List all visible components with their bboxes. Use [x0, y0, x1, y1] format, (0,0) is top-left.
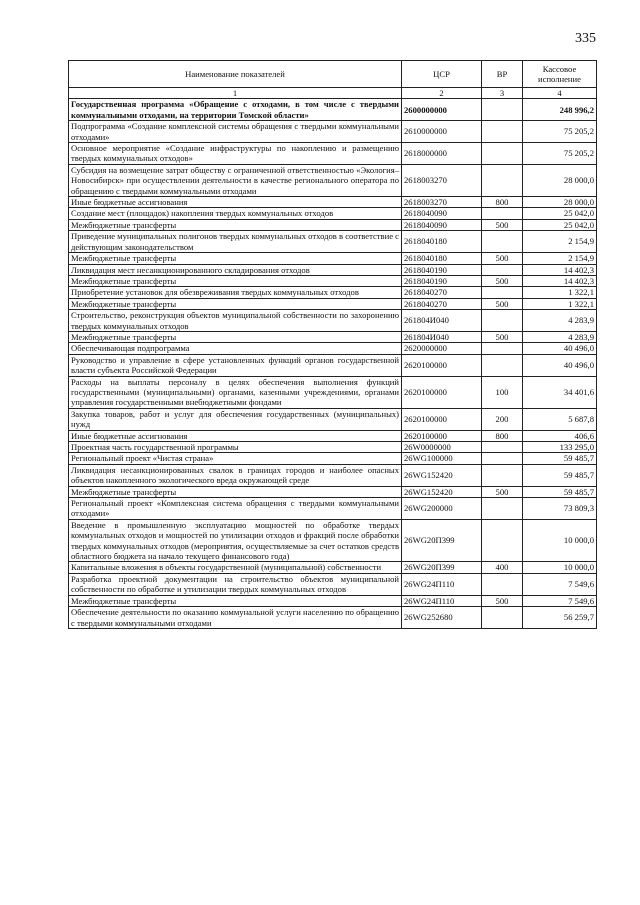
- row-name: Приобретение установок для обезвреживания твердых коммунальных отходов: [69, 287, 402, 298]
- row-csr: 261804И040: [402, 331, 482, 342]
- row-vr: 500: [482, 298, 523, 309]
- row-csr: 2610000000: [402, 121, 482, 143]
- row-csr: 26WG152420: [402, 464, 482, 486]
- row-sum: 40 496,0: [523, 343, 597, 354]
- row-vr: [482, 164, 523, 196]
- row-name: Введение в промышленную эксплуатацию мощностей по обработке твердых коммунальных отходов и мощностей по утилизации отходов и фракций после обработки твердых коммунальных отходов (мероприятия, осуществляемые за счет остатков средств областного бюджета на начало текущего финансового года): [69, 519, 402, 562]
- table-row: [69, 331, 597, 342]
- row-sum: 1 322,1: [523, 298, 597, 309]
- table-row: [69, 164, 597, 196]
- row-vr: [482, 264, 523, 275]
- row-vr: 500: [482, 595, 523, 606]
- table-row: [69, 573, 597, 595]
- table-row: [69, 453, 597, 464]
- header-csr: ЦСР: [402, 61, 482, 88]
- row-vr: [482, 453, 523, 464]
- page-number: 335: [575, 31, 596, 46]
- row-sum: 28 000,0: [523, 164, 597, 196]
- row-vr: [482, 310, 523, 332]
- row-name: Субсидия на возмещение затрат обществу с ограниченной ответственностью «Экология–Новосибирск» при осуществлении деятельности в качестве регионального оператора по обращению с твердыми коммунальными отходами: [69, 164, 402, 196]
- row-name: Ликвидация несанкционированных свалок в границах городов и наиболее опасных объектов накопленного экологического вреда окружающей среде: [69, 464, 402, 486]
- table-row: [69, 253, 597, 264]
- row-sum: 40 496,0: [523, 354, 597, 376]
- row-sum: 7 549,6: [523, 595, 597, 606]
- table-row: [69, 498, 597, 520]
- table-row: [69, 595, 597, 606]
- row-csr: 261804И040: [402, 310, 482, 332]
- row-name: Расходы на выплаты персоналу в целях обеспечения выполнения функций государственными (муниципальными) органами, казенными учреждениями, органами управления государственными внебюджетными фондами: [69, 376, 402, 408]
- table-row: [69, 197, 597, 208]
- table-row: [69, 99, 597, 121]
- row-sum: 75 205,2: [523, 143, 597, 165]
- row-name: Иные бюджетные ассигнования: [69, 197, 402, 208]
- column-number-row: [69, 88, 597, 99]
- row-vr: 500: [482, 253, 523, 264]
- row-name: Региональный проект «Комплексная система обращения с твердыми коммунальными отходами»: [69, 498, 402, 520]
- row-vr: [482, 143, 523, 165]
- row-csr: 26WG252680: [402, 607, 482, 629]
- row-sum: 7 549,6: [523, 573, 597, 595]
- row-sum: 10 000,0: [523, 519, 597, 562]
- row-name: Иные бюджетные ассигнования: [69, 430, 402, 441]
- row-csr: 2618040090: [402, 208, 482, 219]
- row-sum: 2 154,9: [523, 231, 597, 253]
- row-name: Региональный проект «Чистая страна»: [69, 453, 402, 464]
- row-vr: 500: [482, 331, 523, 342]
- row-sum: 10 000,0: [523, 562, 597, 573]
- row-vr: 500: [482, 275, 523, 286]
- row-vr: 500: [482, 219, 523, 230]
- row-csr: 26WG24П110: [402, 573, 482, 595]
- row-sum: 248 996,2: [523, 99, 597, 121]
- row-name: Межбюджетные трансферты: [69, 219, 402, 230]
- row-vr: [482, 231, 523, 253]
- row-csr: 26WG20П399: [402, 519, 482, 562]
- row-name: Руководство и управление в сфере установленных функций органов государственной власти субъекта Российской Федерации: [69, 354, 402, 376]
- row-vr: [482, 573, 523, 595]
- row-name: Межбюджетные трансферты: [69, 486, 402, 497]
- table-row: [69, 121, 597, 143]
- table-row: [69, 442, 597, 453]
- row-csr: 2620100000: [402, 376, 482, 408]
- header-name: Наименование показателей: [69, 61, 402, 88]
- row-sum: 406,6: [523, 430, 597, 441]
- row-name: Основное мероприятие «Создание инфраструктуры по накоплению и размещению твердых коммунальных отходов»: [69, 143, 402, 165]
- row-sum: 4 283,9: [523, 331, 597, 342]
- row-vr: 200: [482, 408, 523, 430]
- row-vr: [482, 287, 523, 298]
- table-row: [69, 343, 597, 354]
- row-name: Обеспечение деятельности по оказанию коммунальной услуги населению по обращению с твердыми коммунальными отходами: [69, 607, 402, 629]
- table-row: [69, 231, 597, 253]
- row-vr: 800: [482, 197, 523, 208]
- column-number: 1: [69, 88, 402, 99]
- row-csr: 2618003270: [402, 164, 482, 196]
- table-row: [69, 287, 597, 298]
- row-vr: 500: [482, 486, 523, 497]
- row-name: Подпрограмма «Создание комплексной системы обращения с твердыми коммунальными отходами»: [69, 121, 402, 143]
- row-name: Капитальные вложения в объекты государственной (муниципальной) собственности: [69, 562, 402, 573]
- row-csr: 26WG200000: [402, 498, 482, 520]
- row-sum: 1 322,1: [523, 287, 597, 298]
- table-row: [69, 298, 597, 309]
- row-vr: [482, 354, 523, 376]
- row-csr: 2618040270: [402, 298, 482, 309]
- row-name: Межбюджетные трансферты: [69, 331, 402, 342]
- column-number: 4: [523, 88, 597, 99]
- row-csr: 2618040180: [402, 231, 482, 253]
- row-csr: 2618040190: [402, 264, 482, 275]
- row-csr: 2618040270: [402, 287, 482, 298]
- row-sum: 28 000,0: [523, 197, 597, 208]
- row-name: Межбюджетные трансферты: [69, 298, 402, 309]
- row-name: Проектная часть государственной программы: [69, 442, 402, 453]
- table-row: [69, 219, 597, 230]
- row-csr: 26WG24П110: [402, 595, 482, 606]
- row-sum: 4 283,9: [523, 310, 597, 332]
- row-sum: 59 485,7: [523, 464, 597, 486]
- table-row: [69, 310, 597, 332]
- row-sum: 75 205,2: [523, 121, 597, 143]
- table-row: [69, 354, 597, 376]
- row-sum: 25 042,0: [523, 219, 597, 230]
- row-vr: 400: [482, 562, 523, 573]
- row-sum: 73 809,3: [523, 498, 597, 520]
- row-csr: 2620100000: [402, 430, 482, 441]
- row-vr: [482, 498, 523, 520]
- row-sum: 5 687,8: [523, 408, 597, 430]
- row-csr: 2620100000: [402, 354, 482, 376]
- row-sum: 59 485,7: [523, 453, 597, 464]
- row-sum: 2 154,9: [523, 253, 597, 264]
- column-number: 3: [482, 88, 523, 99]
- row-vr: [482, 607, 523, 629]
- row-vr: [482, 442, 523, 453]
- header-sum: Кассовое исполнение: [523, 61, 597, 88]
- table-row: [69, 208, 597, 219]
- table-row: [69, 486, 597, 497]
- row-vr: 100: [482, 376, 523, 408]
- row-name: Приведение муниципальных полигонов твердых коммунальных отходов в соответствие с действующим законодательством: [69, 231, 402, 253]
- row-sum: 59 485,7: [523, 486, 597, 497]
- row-csr: 2620100000: [402, 408, 482, 430]
- row-name: Межбюджетные трансферты: [69, 253, 402, 264]
- table-row: [69, 519, 597, 562]
- row-vr: [482, 208, 523, 219]
- row-name: Межбюджетные трансферты: [69, 595, 402, 606]
- column-number: 2: [402, 88, 482, 99]
- table-row: [69, 275, 597, 286]
- row-sum: 25 042,0: [523, 208, 597, 219]
- row-sum: 133 295,0: [523, 442, 597, 453]
- table-row: [69, 143, 597, 165]
- table-row: [69, 464, 597, 486]
- table-row: [69, 430, 597, 441]
- row-csr: 2618003270: [402, 197, 482, 208]
- row-name: Государственная программа «Обращение с отходами, в том числе с твердыми коммунальными отходами, на территории Томской области»: [69, 99, 402, 121]
- row-vr: [482, 464, 523, 486]
- row-csr: 2618040180: [402, 253, 482, 264]
- row-csr: 26W0000000: [402, 442, 482, 453]
- table-row: [69, 607, 597, 629]
- row-csr: 2600000000: [402, 99, 482, 121]
- row-vr: [482, 519, 523, 562]
- row-sum: 14 402,3: [523, 275, 597, 286]
- row-name: Закупка товаров, работ и услуг для обеспечения государственных (муниципальных) нужд: [69, 408, 402, 430]
- row-csr: 2618000000: [402, 143, 482, 165]
- row-vr: [482, 99, 523, 121]
- row-csr: 2618040090: [402, 219, 482, 230]
- row-name: Разработка проектной документации на строительство объектов муниципальной собственности по обработке и утилизации твердых коммунальных отходов: [69, 573, 402, 595]
- header-vr: ВР: [482, 61, 523, 88]
- row-csr: 26WG152420: [402, 486, 482, 497]
- row-sum: 14 402,3: [523, 264, 597, 275]
- budget-execution-table: [68, 60, 597, 629]
- row-csr: 2620000000: [402, 343, 482, 354]
- table-row: [69, 376, 597, 408]
- row-csr: 2618040190: [402, 275, 482, 286]
- row-sum: 34 401,6: [523, 376, 597, 408]
- row-csr: 26WG20П399: [402, 562, 482, 573]
- table-row: [69, 562, 597, 573]
- row-vr: 800: [482, 430, 523, 441]
- row-name: Ликвидация мест несанкционированного складирования отходов: [69, 264, 402, 275]
- table-header-row: [69, 61, 597, 88]
- row-csr: 26WG100000: [402, 453, 482, 464]
- row-name: Создание мест (площадок) накопления твердых коммунальных отходов: [69, 208, 402, 219]
- row-name: Обеспечивающая подпрограмма: [69, 343, 402, 354]
- row-sum: 56 259,7: [523, 607, 597, 629]
- row-name: Строительство, реконструкция объектов муниципальной собственности по захоронению твердых коммунальных отходов: [69, 310, 402, 332]
- row-vr: [482, 343, 523, 354]
- row-vr: [482, 121, 523, 143]
- row-name: Межбюджетные трансферты: [69, 275, 402, 286]
- table-row: [69, 264, 597, 275]
- table-row: [69, 408, 597, 430]
